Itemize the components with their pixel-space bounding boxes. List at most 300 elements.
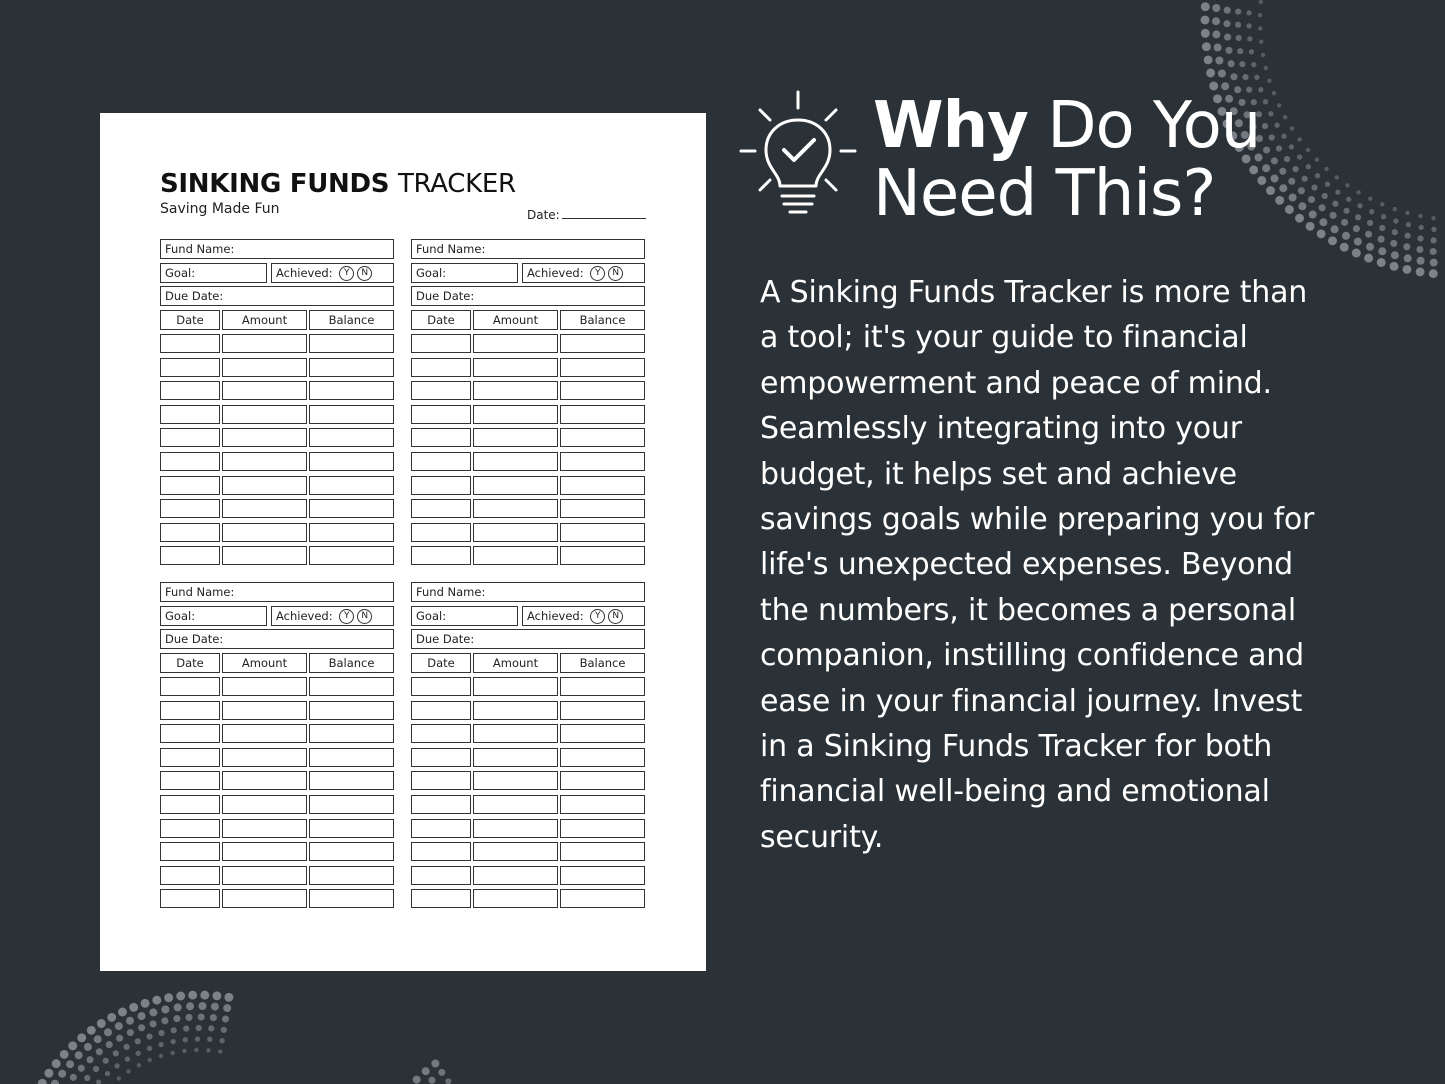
table-cell <box>160 866 220 885</box>
table-cell <box>309 701 394 720</box>
table-cell <box>411 795 471 814</box>
decorative-dot <box>1297 137 1301 141</box>
decorative-dot <box>198 1013 205 1020</box>
decorative-dot <box>171 1027 177 1033</box>
column-header <box>560 653 645 673</box>
decorative-dot <box>1235 22 1241 28</box>
table-cell <box>473 499 558 518</box>
decorative-dot <box>86 1056 93 1063</box>
decorative-dot <box>1212 4 1220 12</box>
decorative-dot <box>224 993 233 1002</box>
table-cell <box>160 334 220 353</box>
table-cell <box>560 866 645 885</box>
decorative-dot <box>1258 26 1262 30</box>
table-cell <box>560 748 645 767</box>
decorative-dot <box>113 1050 119 1056</box>
decorative-dot <box>1417 257 1425 265</box>
decorative-dot <box>1298 202 1306 210</box>
table-cell <box>222 724 307 743</box>
decorative-dot <box>1393 218 1398 223</box>
decorative-dot <box>138 1012 146 1020</box>
decorative-dot <box>70 1074 77 1081</box>
decorative-dot <box>1352 249 1361 258</box>
decorative-dot <box>1317 229 1326 238</box>
table-cell <box>473 866 558 885</box>
achieved-group <box>276 609 372 624</box>
due-date-label: Due Date: <box>165 632 224 646</box>
decorative-dot <box>1284 156 1290 162</box>
decorative-dot <box>438 1069 445 1076</box>
decorative-dot <box>1266 186 1275 195</box>
decorative-dot <box>221 1027 227 1033</box>
decorative-dot <box>1430 259 1438 267</box>
decorative-dot <box>1212 30 1220 38</box>
decorative-dot <box>194 1048 198 1052</box>
table-cell <box>222 334 307 353</box>
decorative-dot <box>116 1035 123 1042</box>
table-cell <box>222 358 307 377</box>
decorative-dot <box>1306 222 1315 231</box>
achieved-field <box>522 263 645 283</box>
heading-why: Why <box>873 89 1028 163</box>
table-cell <box>473 677 558 696</box>
decorative-dot <box>1289 194 1297 202</box>
table-cell <box>473 405 558 424</box>
no-circle: N <box>357 609 372 624</box>
decorative-dot <box>173 1015 180 1022</box>
decorative-dot <box>105 1071 110 1076</box>
decorative-dot <box>422 1067 430 1075</box>
decorative-dot <box>1430 248 1437 255</box>
table-cell <box>309 405 394 424</box>
decorative-dot <box>1308 196 1315 203</box>
decorative-dot <box>52 1059 61 1068</box>
decorative-dot <box>1330 212 1337 219</box>
table-cell <box>560 334 645 353</box>
goal-label: Goal: <box>416 609 447 623</box>
table-cell <box>473 358 558 377</box>
decorative-dot <box>1269 134 1275 140</box>
table-cell <box>560 405 645 424</box>
table-cell <box>473 334 558 353</box>
achieved-group <box>527 266 623 281</box>
decorative-dot <box>1214 44 1222 52</box>
decorative-dot <box>104 1028 112 1036</box>
table-cell <box>309 842 394 861</box>
table-cell <box>309 523 394 542</box>
decorative-dot <box>38 1079 47 1084</box>
column-header-label: Date <box>427 313 455 327</box>
decorative-dot <box>107 1013 116 1022</box>
decorative-dot <box>1416 246 1423 253</box>
table-cell <box>473 771 558 790</box>
decorative-dot <box>1341 219 1348 226</box>
table-cell <box>309 546 394 565</box>
decorative-dot <box>1251 62 1256 67</box>
decorative-dot <box>1335 189 1340 194</box>
decorative-dot <box>68 1041 77 1050</box>
decorative-dot <box>1285 205 1294 214</box>
table-cell <box>160 358 220 377</box>
decorative-dot <box>1263 146 1270 153</box>
decorative-dot <box>1218 70 1226 78</box>
decorative-dot <box>60 1050 69 1059</box>
table-cell <box>222 701 307 720</box>
table-cell <box>560 819 645 838</box>
column-header-label: Balance <box>579 656 626 670</box>
table-cell <box>473 889 558 908</box>
table-cell <box>473 476 558 495</box>
goal-field <box>411 263 518 283</box>
table-cell <box>222 889 307 908</box>
decorative-dot <box>1369 209 1374 214</box>
achieved-label: Achieved: <box>276 266 333 280</box>
decorative-dot <box>1279 168 1286 175</box>
decorative-dot <box>1315 158 1319 162</box>
decorative-dot <box>222 1015 229 1022</box>
table-cell <box>411 701 471 720</box>
decorative-dot <box>1215 57 1223 65</box>
column-header <box>160 653 220 673</box>
table-cell <box>473 819 558 838</box>
decorative-dot <box>1368 197 1372 201</box>
table-cell <box>411 889 471 908</box>
table-cell <box>411 358 471 377</box>
decorative-dot <box>84 1075 90 1081</box>
decorative-dot <box>1254 75 1259 80</box>
decorative-dot <box>1201 2 1210 11</box>
column-header-label: Balance <box>579 313 626 327</box>
decorative-dot <box>1246 23 1251 28</box>
table-cell <box>309 334 394 353</box>
table-cell <box>560 795 645 814</box>
table-cell <box>473 842 558 861</box>
table-cell <box>309 795 394 814</box>
achieved-label: Achieved: <box>276 609 333 623</box>
decorative-dot <box>210 1014 217 1021</box>
due-date-field <box>411 286 645 306</box>
table-cell <box>473 523 558 542</box>
decorative-dot <box>1405 233 1411 239</box>
table-cell <box>222 452 307 471</box>
decorative-dot <box>1272 91 1276 95</box>
sheet-date-field <box>527 208 646 222</box>
decorative-dot <box>1391 251 1399 259</box>
decorative-dot <box>78 1065 85 1072</box>
decorative-dot <box>183 1037 188 1042</box>
table-cell <box>411 748 471 767</box>
decorative-dot <box>1201 16 1210 25</box>
table-cell <box>309 499 394 518</box>
table-cell <box>473 795 558 814</box>
table-cell <box>411 452 471 471</box>
decorative-dot <box>1302 176 1308 182</box>
decorative-dot <box>170 1051 174 1055</box>
decorative-dot <box>1390 240 1397 247</box>
decorative-dot <box>445 1078 451 1084</box>
decorative-dot <box>1380 202 1384 206</box>
decorative-dot <box>1224 34 1231 41</box>
decorative-dot <box>125 1056 130 1061</box>
sheet-title <box>160 169 516 199</box>
decorative-dot <box>1274 123 1279 128</box>
table-cell <box>160 476 220 495</box>
decorative-dot <box>1342 232 1350 240</box>
fund-name-field <box>411 239 645 259</box>
decorative-dot <box>135 1038 141 1044</box>
column-header <box>222 310 307 330</box>
table-cell <box>411 381 471 400</box>
table-cell <box>222 842 307 861</box>
table-cell <box>411 523 471 542</box>
column-header-label: Date <box>176 313 204 327</box>
yes-circle: Y <box>590 609 605 624</box>
decorative-dot <box>87 1026 96 1035</box>
table-cell <box>560 428 645 447</box>
achieved-field <box>271 606 394 626</box>
due-date-label: Due Date: <box>416 632 475 646</box>
fund-name-label: Fund Name: <box>165 585 235 599</box>
column-header-label: Balance <box>328 313 375 327</box>
sheet-date-label: Date: <box>527 208 560 222</box>
decorative-dot <box>1319 218 1327 226</box>
decorative-dot <box>103 1058 109 1064</box>
table-cell <box>160 771 220 790</box>
table-cell <box>560 677 645 696</box>
decorative-dot <box>1263 99 1268 104</box>
decorative-dot <box>75 1051 83 1059</box>
table-cell <box>560 476 645 495</box>
decorative-dot <box>1268 111 1273 116</box>
table-cell <box>473 701 558 720</box>
goal-field <box>160 263 267 283</box>
decorative-dot <box>152 996 161 1005</box>
no-circle: N <box>357 266 372 281</box>
decorative-dot <box>1345 183 1349 187</box>
table-cell <box>560 358 645 377</box>
decorative-dot <box>1429 269 1438 278</box>
sheet-date-line <box>562 208 646 219</box>
column-header-label: Amount <box>241 656 288 670</box>
tracker-sheet-preview <box>100 113 706 971</box>
heading-line1-rest: Do You <box>1047 89 1261 163</box>
decorative-dot <box>146 1034 152 1040</box>
table-cell <box>160 405 220 424</box>
decorative-dot <box>124 1044 130 1050</box>
no-circle: N <box>608 609 623 624</box>
decorative-dot <box>1295 214 1304 223</box>
decorative-dot <box>158 1030 164 1036</box>
decorative-dot <box>208 1025 214 1031</box>
fund-name-label: Fund Name: <box>416 585 486 599</box>
decorative-dot <box>1357 203 1362 208</box>
fund-name-field <box>160 239 394 259</box>
table-cell <box>160 381 220 400</box>
decorative-dot <box>1319 204 1326 211</box>
decorative-dot <box>84 1043 92 1051</box>
table-cell <box>222 476 307 495</box>
promo-heading <box>873 89 1261 231</box>
table-cell <box>160 795 220 814</box>
decorative-dot <box>1331 225 1339 233</box>
table-cell <box>560 771 645 790</box>
due-date-field <box>160 629 394 649</box>
due-date-field <box>411 629 645 649</box>
decorative-dot <box>1431 216 1435 220</box>
table-cell <box>222 771 307 790</box>
decorative-dot <box>114 1063 119 1068</box>
table-cell <box>560 546 645 565</box>
lightbulb-check-icon <box>738 88 858 228</box>
decorative-dot <box>161 1006 169 1014</box>
due-date-field <box>160 286 394 306</box>
table-cell <box>473 724 558 743</box>
decorative-dot <box>183 1026 189 1032</box>
table-cell <box>411 771 471 790</box>
table-cell <box>560 452 645 471</box>
table-cell <box>411 866 471 885</box>
column-header-label: Amount <box>241 313 288 327</box>
decorative-dot <box>1405 211 1409 215</box>
decorative-dot <box>1355 214 1361 220</box>
decorative-dot <box>77 1033 86 1042</box>
fund-name-field <box>411 582 645 602</box>
table-cell <box>160 677 220 696</box>
goal-label: Goal: <box>165 266 196 280</box>
goal-label: Goal: <box>416 266 447 280</box>
table-cell <box>560 523 645 542</box>
table-cell <box>411 724 471 743</box>
decorative-dot <box>1201 29 1210 38</box>
table-cell <box>309 381 394 400</box>
table-cell <box>160 701 220 720</box>
decorative-dot <box>1340 243 1349 252</box>
decorative-dot <box>1283 115 1287 119</box>
sheet-title-bold: SINKING FUNDS <box>160 169 390 199</box>
heading-line2: Need This? <box>873 157 1216 231</box>
column-header-label: Date <box>176 656 204 670</box>
sheet-title-regular: TRACKER <box>397 169 516 199</box>
decorative-dot <box>159 1054 163 1058</box>
table-cell <box>473 428 558 447</box>
decorative-dot <box>164 993 173 1002</box>
achieved-field <box>271 263 394 283</box>
decorative-dot <box>1392 229 1398 235</box>
decorative-dot <box>149 1008 157 1016</box>
decorative-dot <box>137 1063 141 1067</box>
decorative-dot <box>141 999 150 1008</box>
decorative-dot <box>1281 134 1286 139</box>
decorative-dot <box>1418 214 1422 218</box>
table-cell <box>160 546 220 565</box>
table-cell <box>309 866 394 885</box>
decorative-dot <box>115 1022 123 1030</box>
decorative-dot <box>1247 36 1252 41</box>
decorative-dot <box>1290 126 1294 130</box>
decorative-dot <box>1306 148 1310 152</box>
table-cell <box>222 866 307 885</box>
decorative-dot <box>1271 175 1279 183</box>
decorative-dot <box>1335 175 1339 179</box>
decorative-dot <box>1328 236 1337 245</box>
sheet-subtitle: Saving Made Fun <box>160 201 280 217</box>
decorative-dot <box>1344 208 1350 214</box>
no-circle: N <box>608 266 623 281</box>
decorative-dot <box>96 1079 101 1084</box>
decorative-dot <box>1365 231 1372 238</box>
decorative-dot <box>1237 48 1243 54</box>
table-cell <box>560 381 645 400</box>
table-cell <box>160 889 220 908</box>
decorative-dot <box>1419 225 1424 230</box>
decorative-dot <box>219 1038 224 1043</box>
decorative-dot <box>207 1037 212 1042</box>
decorative-dot <box>185 1014 192 1021</box>
column-header <box>411 653 471 673</box>
table-cell <box>473 748 558 767</box>
table-cell <box>160 523 220 542</box>
table-cell <box>222 405 307 424</box>
table-cell <box>222 748 307 767</box>
fund-name-field <box>160 582 394 602</box>
decorative-dot <box>1356 190 1360 194</box>
decorative-dot <box>1416 267 1425 276</box>
column-header <box>309 653 394 673</box>
decorative-dot <box>199 1002 207 1010</box>
decorative-dot <box>150 1020 157 1027</box>
decorative-dot <box>1258 13 1262 17</box>
decorative-dot <box>1276 145 1282 151</box>
column-header-label: Amount <box>492 656 539 670</box>
decorative-dot <box>1262 123 1268 129</box>
decorative-dot <box>1259 40 1263 44</box>
due-date-label: Due Date: <box>416 289 475 303</box>
decorative-dot <box>174 1003 182 1011</box>
table-cell <box>222 795 307 814</box>
decorative-dot <box>1431 237 1437 243</box>
table-cell <box>309 771 394 790</box>
decorative-dot <box>195 1036 200 1041</box>
decorative-dot <box>413 1076 421 1084</box>
decorative-dot <box>1377 258 1386 267</box>
decorative-dot <box>1246 10 1251 15</box>
column-header <box>411 310 471 330</box>
decorative-dot <box>51 1080 59 1084</box>
decorative-dot <box>1406 222 1411 227</box>
table-cell <box>560 889 645 908</box>
decorative-dot <box>1366 243 1374 251</box>
yes-circle: Y <box>590 266 605 281</box>
table-cell <box>222 428 307 447</box>
decorative-dot <box>1332 201 1338 207</box>
column-header <box>222 653 307 673</box>
table-cell <box>411 546 471 565</box>
achieved-group <box>276 266 372 281</box>
decorative-dot <box>1279 184 1287 192</box>
decorative-dot <box>161 1017 168 1024</box>
decorative-dot <box>1262 164 1270 172</box>
decorative-dot <box>1293 166 1299 172</box>
table-cell <box>309 358 394 377</box>
decorative-dot <box>1364 254 1373 263</box>
decorative-dot <box>1346 197 1351 202</box>
table-cell <box>309 748 394 767</box>
table-cell <box>222 499 307 518</box>
table-cell <box>160 452 220 471</box>
decorative-dot <box>1267 79 1271 83</box>
decorative-dot <box>1239 61 1245 67</box>
goal-label: Goal: <box>165 609 196 623</box>
